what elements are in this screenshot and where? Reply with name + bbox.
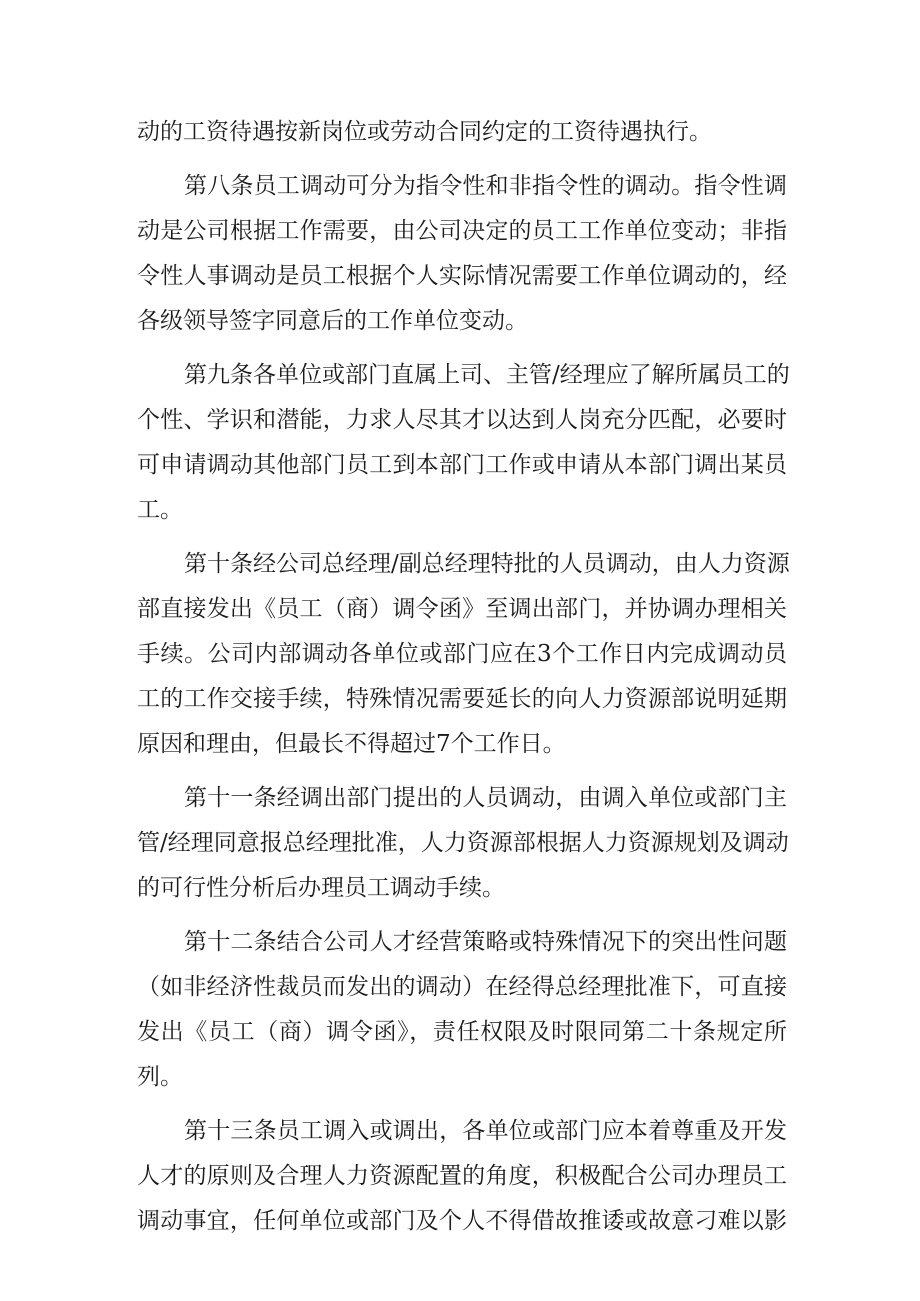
text-line: 人才的原则及合理人力资源配置的角度，积极配合公司办理员工: [137, 1163, 787, 1189]
paragraph-article-10: [137, 542, 790, 767]
text-line: 第十二条结合公司人才经营策略或特殊情况下的突出性问题: [184, 929, 787, 955]
text-line: 手续。公司内部调动各单位或部门应在3个工作日内完成调动员: [137, 641, 787, 667]
text-line: 各级领导签字同意后的工作单位变动。: [137, 308, 528, 334]
text-line: 调动事宜，任何单位或部门及个人不得借故推诿或故意刁难以影: [137, 1208, 787, 1234]
paragraph-continuation: [137, 110, 787, 155]
text-line: （如非经济性裁员而发出的调动）在经得总经理批准下，可直接: [137, 974, 787, 1000]
text-line: 的可行性分析后办理员工调动手续。: [137, 875, 505, 901]
text-line: 工的工作交接手续，特殊情况需要延长的向人力资源部说明延期: [137, 686, 787, 712]
paragraph-article-8: [137, 164, 787, 344]
text-line: 管/经理同意报总经理批准，人力资源部根据人力资源规划及调动: [137, 830, 789, 856]
text-line: 发出《员工（商）调令函》，责任权限及时限同第二十条规定所: [137, 1019, 787, 1045]
text-line: 工。: [137, 497, 183, 523]
text-line: 列。: [137, 1064, 183, 1090]
paragraph-article-12: [137, 920, 787, 1100]
document-body: [137, 110, 790, 1253]
text-line: 原因和理由，但最长不得超过7个工作日。: [137, 731, 566, 757]
text-line: 第十条经公司总经理/副总经理特批的人员调动，由人力资源: [184, 551, 790, 577]
text-line: 可申请调动其他部门员工到本部门工作或申请从本部门调出某员: [137, 452, 787, 478]
text-line: 部直接发出《员工（商）调令函》至调出部门，并协调办理相关: [137, 596, 787, 622]
paragraph-article-9: [137, 353, 790, 533]
text-line: 个性、学识和潜能，力求人尽其才以达到人岗充分匹配，必要时: [137, 407, 787, 433]
text-line: 动的工资待遇按新岗位或劳动合同约定的工资待遇执行。: [137, 119, 712, 145]
text-line: 令性人事调动是员工根据个人实际情况需要工作单位调动的，经: [137, 263, 787, 289]
text-line: 动是公司根据工作需要，由公司决定的员工工作单位变动；非指: [137, 218, 787, 244]
text-line: 第九条各单位或部门直属上司、主管/经理应了解所属员工的: [184, 362, 790, 388]
text-line: 第八条员工调动可分为指令性和非指令性的调动。指令性调: [184, 173, 787, 199]
text-line: 第十一条经调出部门提出的人员调动，由调入单位或部门主: [184, 785, 787, 811]
text-line: 第十三条员工调入或调出，各单位或部门应本着尊重及开发: [184, 1118, 787, 1144]
paragraph-article-11: [137, 776, 787, 911]
paragraph-article-13: [137, 1109, 787, 1244]
